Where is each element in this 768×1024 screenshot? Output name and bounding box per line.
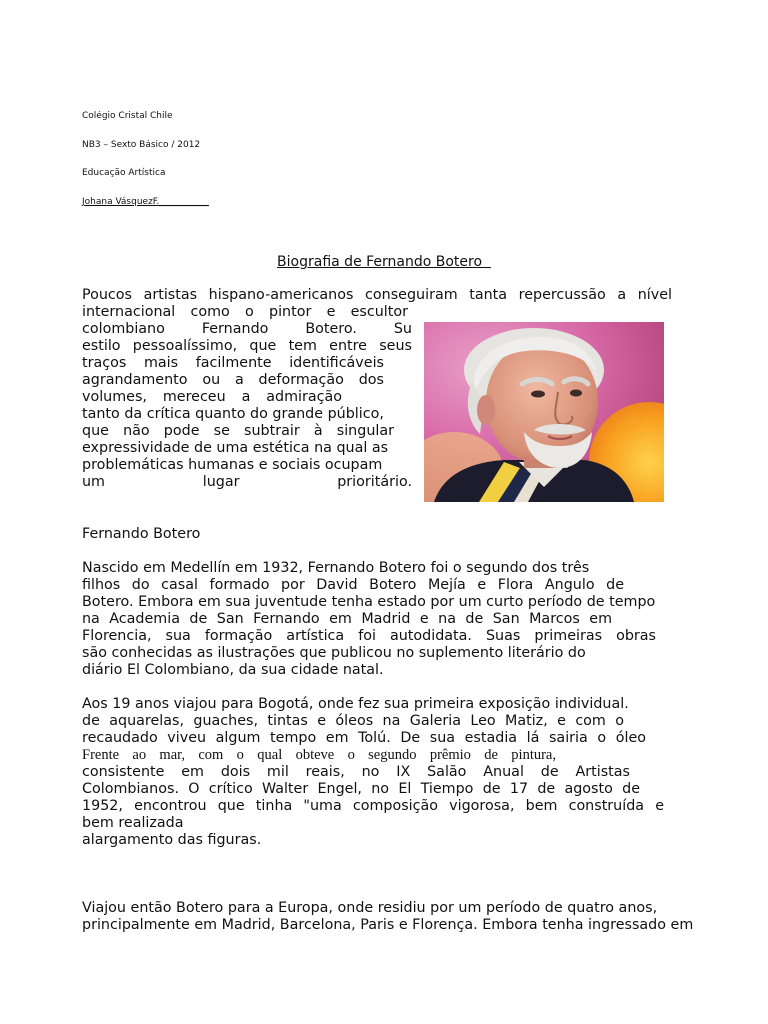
subject-line: Educação Artística <box>82 168 166 178</box>
para3-line: principalmente em Madrid, Barcelona, Paris e Florença. Embora tenha ingressado em <box>82 917 694 933</box>
portrait-photo <box>424 322 664 502</box>
intro-line: problemáticas humanas e sociais ocupam <box>82 457 383 473</box>
para1-line: Botero. Embora em sua juventude tenha estado por um curto período de tempo <box>82 594 656 610</box>
intro-line: um lugar prioritário. <box>82 474 412 490</box>
para1-line: Florencia, sua formação artística foi autodidata. Suas primeiras obras <box>82 628 656 644</box>
para2-line: de aquarelas, guaches, tintas e óleos na Galeria Leo Matiz, e com o <box>82 713 624 729</box>
intro-line: expressividade de uma estética na qual as <box>82 440 389 456</box>
section-heading: Fernando Botero <box>82 526 201 542</box>
intro-line: estilo pessoalíssimo, que tem entre seus <box>82 338 412 354</box>
para2-line: Colombianos. O crítico Walter Engel, no El Tiempo de 17 de agosto de <box>82 781 640 797</box>
para3-line: Viajou então Botero para a Europa, onde residiu por um período de quatro anos, <box>82 900 658 916</box>
page-title: Biografia de Fernando Botero <box>277 254 491 270</box>
author-line: Johana VásquezF.___________ <box>82 197 209 207</box>
para1-line: são conhecidas as ilustrações que publicou no suplemento literário do <box>82 645 586 661</box>
para1-line: filhos do casal formado por David Botero Mejía e Flora Angulo de <box>82 577 624 593</box>
para2-line: alargamento das figuras. <box>82 832 262 848</box>
intro-line: internacional como o pintor e escultor <box>82 304 408 320</box>
intro-line: agrandamento ou a deformação dos <box>82 372 384 388</box>
para2-line: consistente em dois mil reais, no IX Salão Anual de Artistas <box>82 764 630 780</box>
school-name: Colégio Cristal Chile <box>82 111 173 121</box>
para2-line: Frente ao mar, com o qual obteve o segundo prêmio de pintura, <box>82 747 556 763</box>
para1-line: diário El Colombiano, da sua cidade natal. <box>82 662 384 678</box>
intro-line: Poucos artistas hispano-americanos conseguiram tanta repercussão a nível <box>82 287 672 303</box>
para2-line: Aos 19 anos viajou para Bogotá, onde fez sua primeira exposição individual. <box>82 696 629 712</box>
intro-line: tanto da crítica quanto do grande público, <box>82 406 384 422</box>
para1-line: Nascido em Medellín em 1932, Fernando Botero foi o segundo dos três <box>82 560 590 576</box>
para2-line: bem realizada <box>82 815 184 831</box>
para1-line: na Academia de San Fernando em Madrid e na de San Marcos em <box>82 611 612 627</box>
grade-line: NB3 – Sexto Básico / 2012 <box>82 140 201 150</box>
intro-line: que não pode se subtrair à singular <box>82 423 394 439</box>
intro-line: volumes, mereceu a admiração <box>82 389 342 405</box>
intro-line: traços mais facilmente identificáveis <box>82 355 384 371</box>
intro-line: colombiano Fernando Botero. Su <box>82 321 412 337</box>
para2-line: 1952, encontrou que tinha "uma composição vigorosa, bem construída e <box>82 798 664 814</box>
para2-line: recaudado viveu algum tempo em Tolú. De sua estadia lá sairia o óleo <box>82 730 646 746</box>
